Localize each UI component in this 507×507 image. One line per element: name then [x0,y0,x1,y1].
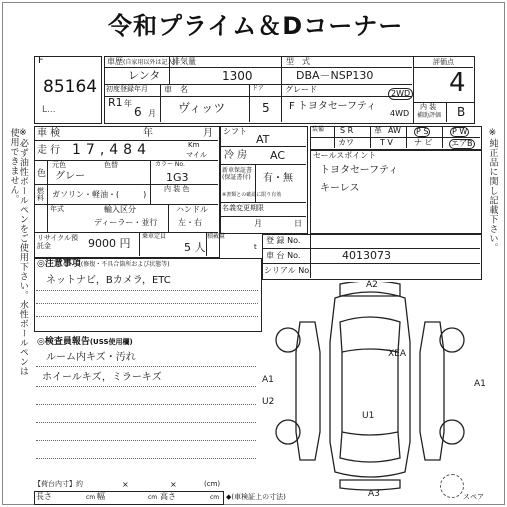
mark-u2: U2 [262,397,275,407]
equip-label: 装備 [312,126,325,133]
spare-label: スペア [463,493,484,501]
equip-kawa: カワ [338,138,354,147]
interior-label: 内 装 [420,103,437,111]
truck-x2: × [170,480,177,489]
recycle-value: 9000 円 [88,237,131,250]
truck-height-cm: cm [210,494,220,501]
registration-label: 登 録 No. [266,236,301,245]
page-title: 令和プライム＆Dコーナー [108,12,404,40]
truck-note: ◆(車検証上の寸法) [226,493,286,501]
capacity-value: 5 人 [184,241,206,254]
first-reg-month: 6 [134,105,142,119]
inspection-label: 車 検 [37,128,61,139]
notes-label: ◎注意事項(修復・不具合箇所および状態等) [37,259,170,269]
handle-value: 左・右 [178,218,202,227]
truck-width-cm: cm [148,494,158,501]
mileage-unit-mile: マイル [186,151,207,159]
chassis-label: 車 台 No. [266,251,301,260]
fuel-label: 燃料 [37,187,44,202]
sales-point-1: トヨタセーフティ [320,165,399,176]
displacement-label: 排気量 [172,57,196,66]
serial-label: シリアル No. [264,266,312,275]
doors-value: 5 [262,101,270,115]
lot-mark-bottom: L... [42,105,56,115]
warranty-note: ※書類との確認に限り有効 [222,192,282,198]
aircon-label: 冷 房 [224,150,248,161]
truck-x1: × [122,480,129,489]
drive-2wd: 2WD [388,88,413,100]
capacity-label: 乗車定員 [142,233,167,240]
equip-leather: 革 [374,126,382,135]
mark-a1-right: A1 [474,379,486,389]
inspector-line-2: ホイールキズ，ミラーキズ [42,372,162,383]
mark-xea: XEA [388,349,407,359]
handle-label: ハンドル [176,205,208,214]
notes-box [34,258,262,332]
score-value: 4 [449,68,466,98]
mileage-value: 17,484 [72,142,151,158]
first-reg-era: R1 [108,96,123,109]
fuel-options: ガソリン・軽油・( ) [52,190,147,199]
equip-aw: AW [388,126,401,135]
car-name-value: ヴィッツ [178,101,226,115]
truck-length-cm: cm [86,494,96,501]
car-history-value: レンタ [128,69,161,82]
color-body-label: 色替 [104,161,118,169]
first-reg-label: 初度登録年月 [106,85,148,93]
equip-airbag: エアB [451,139,473,148]
color-code-label: カラー No. [155,161,185,168]
mark-a1-left: A1 [262,375,274,385]
doors-label: ドア [252,85,264,92]
car-name-label: 車 名 [164,85,188,94]
side-note-left: ※必ず油性ボールペンをご使用下さい。水性ボールペンは使用できません。 [8,128,28,376]
name-change-label: 名義変更期限 [222,204,264,212]
name-change-day: 日 [294,219,302,228]
color-code: 1G3 [166,171,189,184]
equip-navi: ナ ビ [414,138,433,147]
truck-dims-box [34,491,224,505]
import-label: 輸入区分 [104,205,136,214]
import-value: ディーラー・並行 [94,218,158,227]
load-label: 積載量 [207,233,226,240]
equip-sr: S R [340,126,354,135]
score-label: 評価点 [414,57,473,68]
warranty-label: 新車保証書(保証書付) [222,167,253,181]
mileage-unit-km: Km [188,141,200,149]
mark-a2: A2 [366,280,378,290]
inspector-label: ◎検査員報告(USS使用欄) [37,337,133,347]
chassis-value: 4013073 [342,249,391,262]
first-reg-month-suffix: 月 [148,109,156,118]
equip-ps: P S [416,127,429,136]
lot-number: 85164 [43,77,98,97]
drive-4wd: 4WD [390,109,410,118]
first-reg-year-suffix: 年 [124,99,132,108]
interior-value: B [457,105,466,119]
displacement-value: 1300 [222,69,253,83]
color-orig-label: 元色 [52,161,66,169]
car-history-label: 車歴(自家用以外は記入) [107,57,176,66]
inspection-year-label: 年 [143,128,153,139]
name-change-month: 月 [254,219,262,228]
interior-color-label: 内 装 色 [164,185,190,193]
truck-label: 【荷台内寸】約 [34,480,83,488]
car-diagram [260,282,480,492]
inspection-month-label: 月 [203,128,213,139]
interior-sub: 補助評価 [417,112,442,119]
load-unit: t [254,243,257,251]
truck-width: 幅 [97,492,105,501]
equip-pw: P W [452,127,468,136]
sales-point-2: キーレス [320,183,360,194]
notes-line-1: ネットナビ，Bカメラ，ETC [46,275,171,286]
model-type-label: 型 式 [286,57,310,66]
color-value: グレー [55,171,85,182]
recycle-label: リサイクル預託金 [37,234,79,250]
truck-unit: (cm) [204,480,221,488]
mark-u1: U1 [362,411,375,421]
grade-label: グレード [285,85,317,94]
shift-label: シフト [223,127,247,136]
grade-value: F トヨタセーフティ [289,101,377,112]
sales-points-label: セールスポイント [313,151,377,160]
spare-circle [440,474,464,498]
color-label: 色 [37,169,47,179]
warranty-value: 有・無 [263,173,293,184]
lot-mark-top: F [38,55,44,66]
side-note-right: ※純正品に関し記載下さい。 [487,128,498,253]
model-type-value: DBA－NSP130 [296,69,374,82]
aircon-value: AC [270,149,286,162]
inspector-line-1: ルーム内キズ・汚れ [46,352,136,363]
equip-tv: T V [380,138,393,147]
truck-length: 長さ [36,492,52,501]
shift-value: AT [256,133,270,146]
mileage-label: 走 行 [37,145,61,156]
mark-a3: A3 [368,489,380,499]
year-type-label: 年式 [50,205,64,213]
truck-height: 高さ [160,492,176,501]
